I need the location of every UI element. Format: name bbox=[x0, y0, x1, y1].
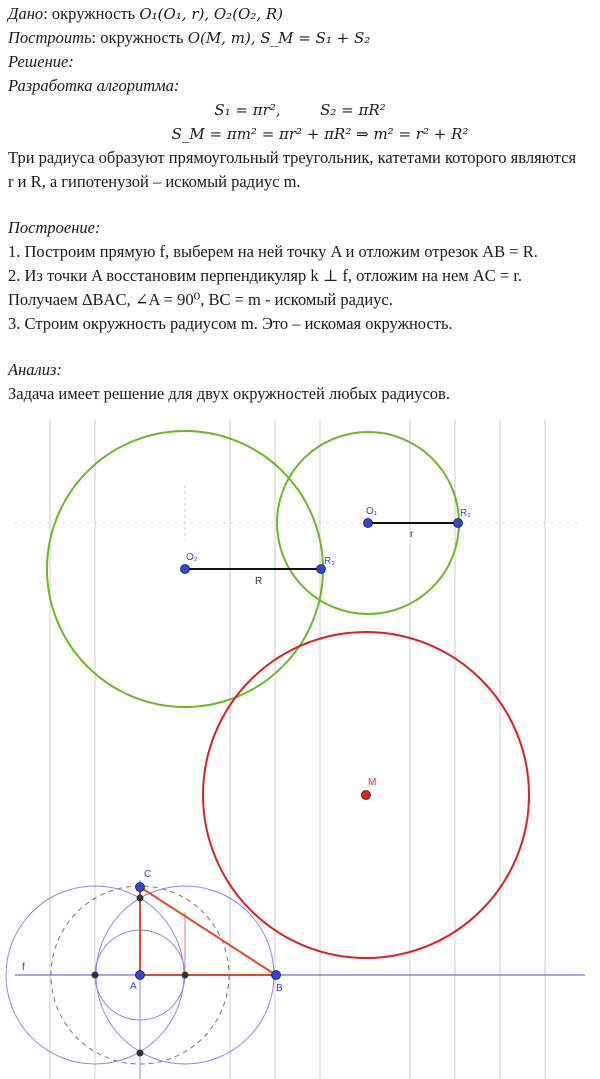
problem-text bbox=[0, 0, 600, 415]
algorithm-text-1: Три радиуса образуют прямоугольный треугольник, катетами которого являются bbox=[8, 148, 577, 167]
construction-step-3: 3. Строим окружность радиусом m. Это – искомая окружность. bbox=[8, 314, 453, 333]
line-f-label: f bbox=[22, 962, 25, 973]
construct-label: Построить bbox=[8, 28, 92, 47]
label-o2: O₂ bbox=[186, 552, 198, 563]
construction-step-2b: Получаем ΔBAC, ∠A = 90⁰, BC = m - искомый радиус. bbox=[8, 290, 393, 309]
label-a: A bbox=[130, 981, 137, 992]
point-r1 bbox=[454, 519, 463, 528]
given-label: Дано bbox=[8, 4, 44, 23]
given-text: : окружность bbox=[43, 4, 140, 23]
geometry-figure bbox=[0, 415, 600, 1079]
label-r2: R₂ bbox=[324, 556, 336, 567]
formula-area bbox=[0, 100, 600, 120]
segment-r-label: r bbox=[410, 529, 414, 540]
label-r1: R₁ bbox=[460, 508, 471, 519]
point-o1 bbox=[364, 519, 373, 528]
triangle-bac bbox=[140, 887, 276, 975]
construct-math: O(M, m), S_M = S₁ + S₂ bbox=[187, 29, 371, 47]
point-a bbox=[136, 971, 145, 980]
grid-lines bbox=[15, 420, 580, 1079]
solution-label: Решение: bbox=[8, 52, 74, 71]
point-m bbox=[362, 791, 371, 800]
formula-s1: S₁ = πr², bbox=[214, 101, 281, 119]
construction-label: Построение: bbox=[8, 218, 101, 237]
construct-line bbox=[8, 28, 370, 48]
analysis-label: Анализ: bbox=[8, 360, 62, 379]
construction-step-2: 2. Из точки A восстановим перпендикуляр k ⊥ f, отложим на нем AC = r. bbox=[8, 266, 523, 285]
point-c bbox=[136, 883, 145, 892]
point-o2 bbox=[181, 565, 190, 574]
formula-s2: S₂ = πR² bbox=[320, 101, 386, 119]
given-line bbox=[8, 4, 283, 24]
algorithm-text-2: r и R, а гипотенузой – искомый радиус m. bbox=[8, 172, 301, 191]
label-o1: O₁ bbox=[366, 506, 378, 517]
label-c: C bbox=[144, 869, 152, 880]
construction-step-1: 1. Построим прямую f, выберем на ней точку A и отложим отрезок AB = R. bbox=[8, 242, 538, 261]
algorithm-label: Разработка алгоритма: bbox=[8, 76, 180, 95]
label-b: B bbox=[276, 983, 283, 994]
label-m: M bbox=[368, 777, 377, 788]
point-b bbox=[272, 971, 281, 980]
given-math: O₁(O₁, r), O₂(O₂, R) bbox=[139, 5, 284, 23]
construct-text: : окружность bbox=[91, 28, 188, 47]
segment-R-label: R bbox=[255, 576, 263, 587]
formula-sm: S_M = πm² = πr² + πR² ⇒ m² = r² + R² bbox=[171, 125, 469, 143]
analysis-text: Задача имеет решение для двух окружностей любых радиусов. bbox=[8, 384, 450, 403]
